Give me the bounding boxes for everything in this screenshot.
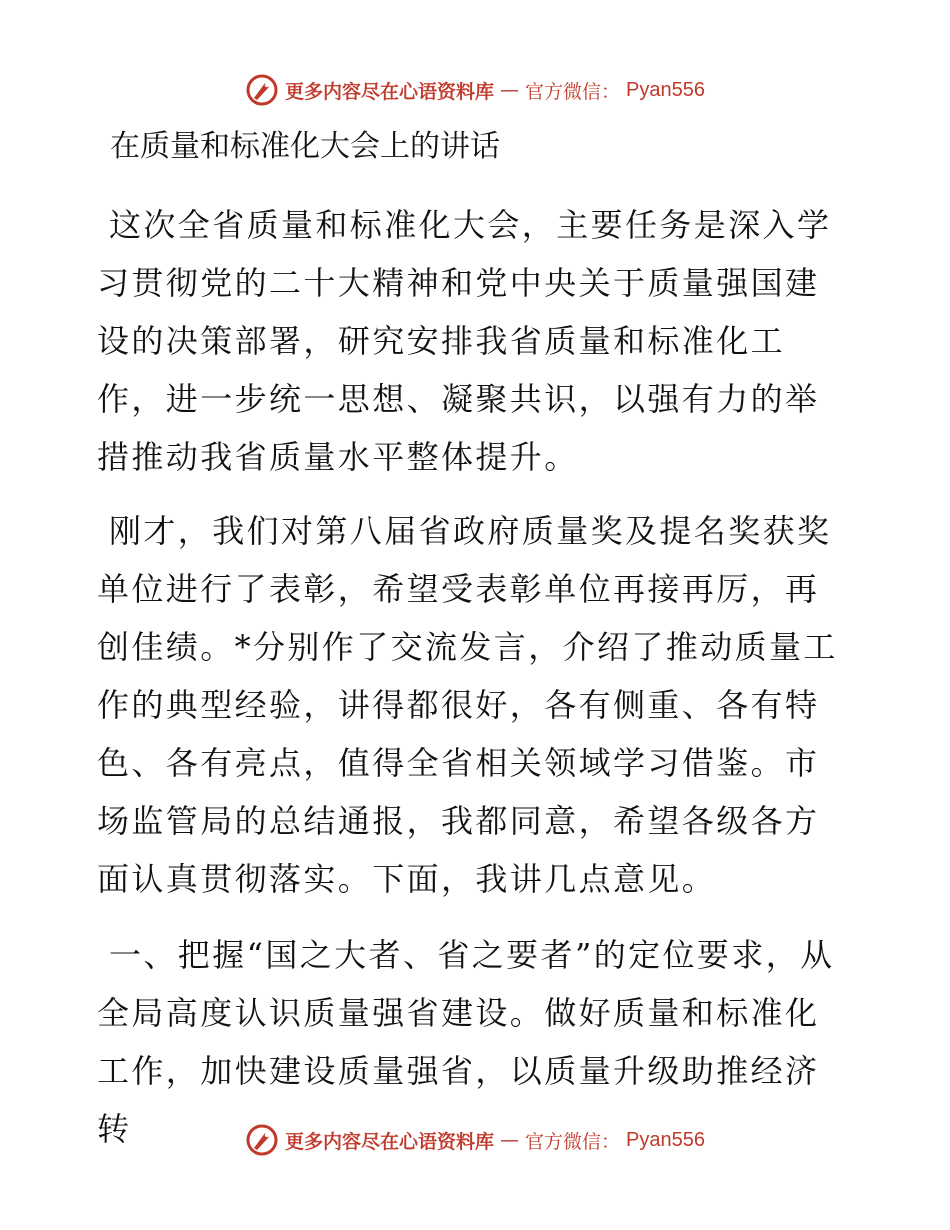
paragraph-3: 一、把握“国之大者、省之要者”的定位要求，从全局高度认识质量强省建设。做好质量和标准化工作，加快建设质量强省，以质量升级助推经济转 [97,936,835,1148]
banner-wechat-label: 官方微信： [525,1130,621,1153]
paragraph-2: 刚才，我们对第八届省政府质量奖及提名奖获奖单位进行了表彰，希望受表彰单位再接再厉，再创佳绩。*分别作了交流发言，介绍了推动质量工作的典型经验，讲得都很好，各有侧重、各有特色、各有亮点，值得全省相关领域学习借鉴。市场监管局的总结通报，我都同意，希望各级各方面认真贯彻落实。下面，我讲几点意见。 [97,512,838,898]
paragraph-1: 这次全省质量和标准化大会，主要任务是深入学习贯彻党的二十大精神和党中央关于质量强国建设的决策部署，研究安排我省质量和标准化工作，进一步统一思想、凝聚共识，以强有力的举措推动我省质量水平整体提升。 [97,206,832,476]
pen-nib-logo-icon [245,1123,279,1157]
banner-wechat-id: Pyan556 [626,78,705,101]
banner-separator: — [500,79,520,101]
banner-brand-text: 更多内容尽在心语资料库 [285,1130,495,1153]
document-title: 在质量和标准化大会上的讲话 [110,129,500,164]
header-watermark-banner [0,70,950,110]
pen-nib-logo-icon [245,73,279,107]
banner-wechat-id: Pyan556 [626,1128,705,1151]
footer-watermark-banner [0,1120,950,1160]
banner-wechat-label: 官方微信： [525,80,621,103]
banner-separator: — [500,1129,520,1151]
banner-brand-text: 更多内容尽在心语资料库 [285,80,495,103]
